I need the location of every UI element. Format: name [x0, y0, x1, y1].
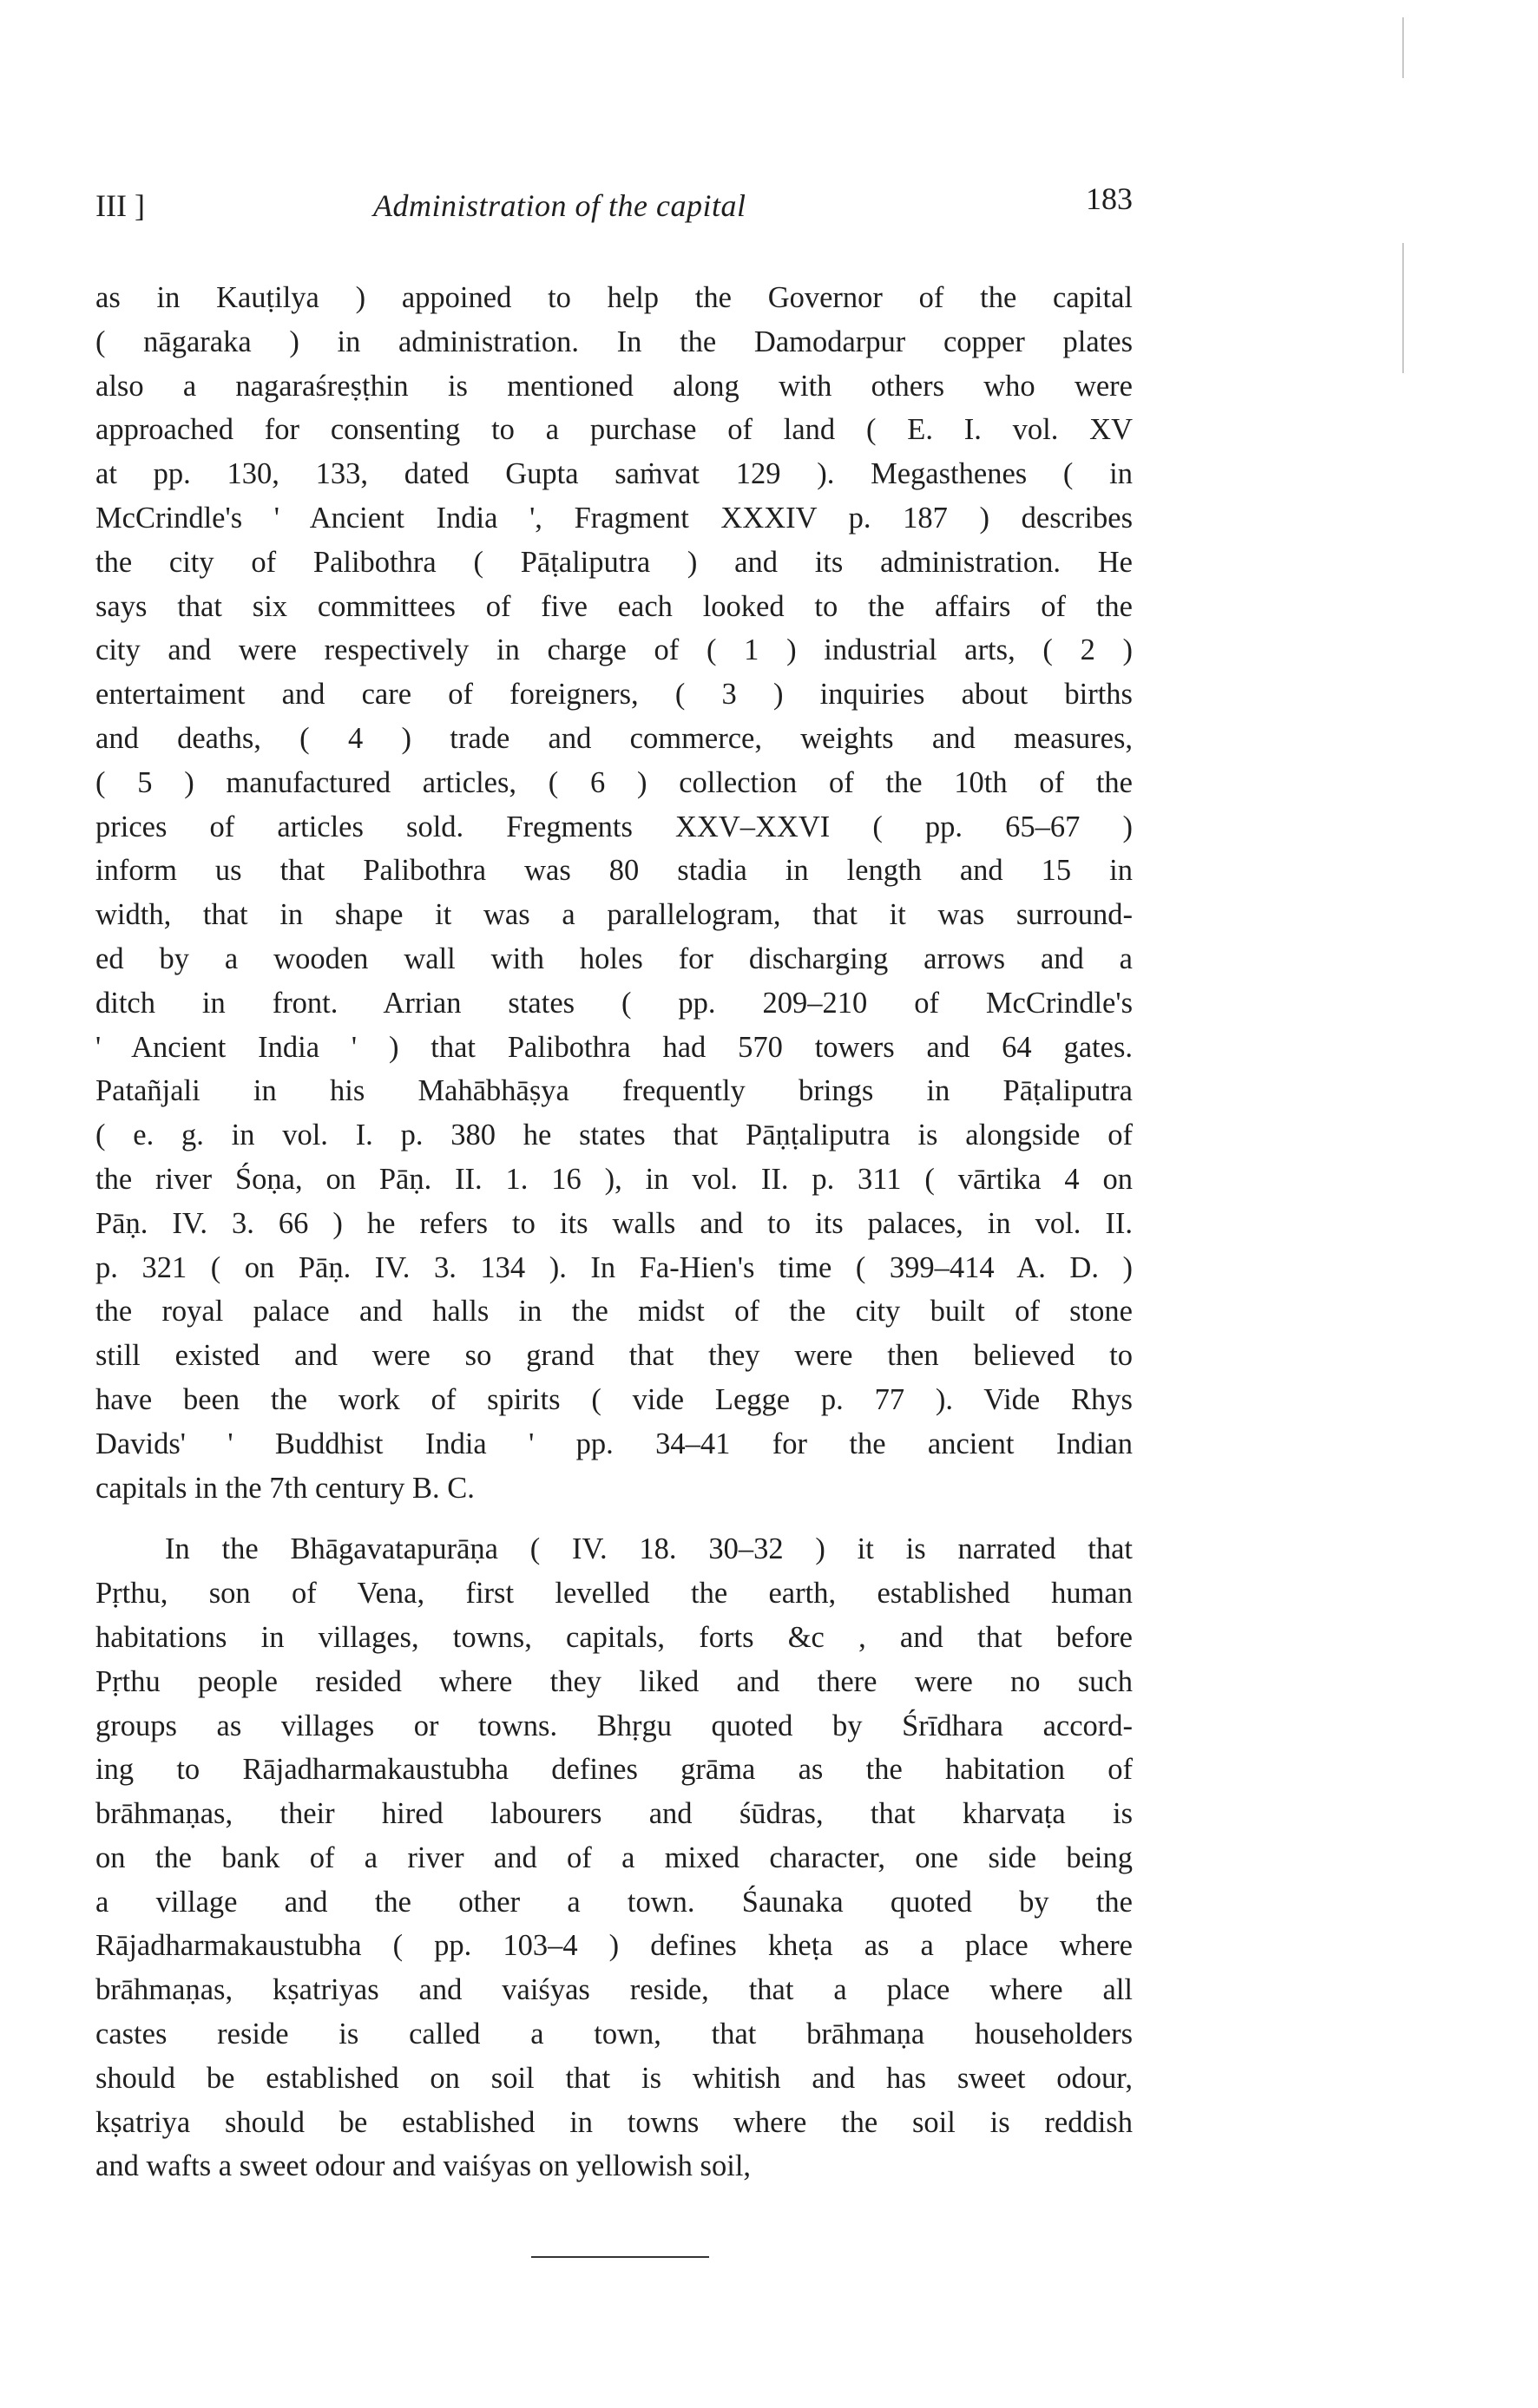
text-line: capitals in the 7th century B. C.: [95, 1471, 475, 1505]
running-title: Administration of the capital: [373, 188, 746, 223]
text-line: on the bank of a river and of a mixed character, one side being: [95, 1840, 1133, 1874]
text-line: ing to Rājadharmakaustubha defines grāma as the habitation of: [95, 1753, 1133, 1787]
text-line: Pṛthu, son of Vena, first levelled the earth, established human: [95, 1577, 1133, 1611]
text-line: entertaiment and care of foreigners, ( 3 ) inquiries about births: [95, 678, 1133, 712]
text-line: ( e. g. in vol. I. p. 380 he states that Pāṇṭaliputra is alongside of: [95, 1119, 1133, 1152]
text-line: brāhmaṇas, their hired labourers and śūdras, that kharvaṭa is: [95, 1797, 1133, 1831]
text-line: Pāṇ. IV. 3. 66 ) he refers to its walls and to its palaces, in vol. II.: [95, 1206, 1133, 1240]
text-line: width, that in shape it was a parallelogram, that it was surround-: [95, 898, 1133, 932]
text-line: the river Śoṇa, on Pāṇ. II. 1. 16 ), in vol. II. p. 311 ( vārtika 4 on: [95, 1162, 1133, 1196]
text-line: the royal palace and halls in the midst of the city built of stone: [95, 1295, 1133, 1329]
text-line: ' Ancient India ' ) that Palibothra had 570 towers and 64 gates.: [95, 1030, 1133, 1064]
text-line: as in Kauṭilya ) appoined to help the Governor of the capital: [95, 281, 1133, 314]
text-line: Pṛthu people resided where they liked and there were no such: [95, 1664, 1133, 1698]
text-line: and deaths, ( 4 ) trade and commerce, weights and measures,: [95, 721, 1133, 755]
text-line: ( 5 ) manufactured articles, ( 6 ) collection of the 10th of the: [95, 765, 1133, 799]
paragraph-gap: [95, 1510, 1133, 1527]
text-line: still existed and were so grand that they were then believed to: [95, 1339, 1133, 1373]
text-line: McCrindle's ' Ancient India ', Fragment XXXIV p. 187 ) describes: [95, 501, 1133, 535]
text-line: should be established on soil that is whitish and has sweet odour,: [95, 2061, 1133, 2095]
text-line: have been the work of spirits ( vide Legge p. 77 ). Vide Rhys: [95, 1382, 1133, 1416]
text-line: also a nagaraśreṣṭhin is mentioned along with others who were: [95, 369, 1133, 403]
text-line: Davids' ' Buddhist India ' pp. 34–41 for the ancient Indian: [95, 1427, 1133, 1460]
running-header: [95, 180, 1133, 233]
paragraph: [95, 276, 1133, 1510]
text-line: prices of articles sold. Fregments XXV–XXVI ( pp. 65–67 ): [95, 810, 1133, 843]
text-line: p. 321 ( on Pāṇ. IV. 3. 134 ). In Fa-Hien's time ( 399–414 A. D. ): [95, 1250, 1133, 1284]
text-line: inform us that Palibothra was 80 stadia in length and 15 in: [95, 854, 1133, 888]
text-line: ditch in front. Arrian states ( pp. 209–210 of McCrindle's: [95, 986, 1133, 1020]
paragraph: [95, 1527, 1133, 2188]
text-line: Rājadharmakaustubha ( pp. 103–4 ) defines kheṭa as a place where: [95, 1929, 1133, 1963]
text-line: city and were respectively in charge of ( 1 ) industrial arts, ( 2 ): [95, 633, 1133, 667]
text-line: at pp. 130, 133, dated Gupta saṁvat 129 ). Megasthenes ( in: [95, 457, 1133, 491]
text-line: kṣatriya should be established in towns where the soil is reddish: [95, 2105, 1133, 2139]
text-line: ( nāgaraka ) in administration. In the Damodarpur copper plates: [95, 325, 1133, 358]
text-line: says that six committees of five each looked to the affairs of the: [95, 589, 1133, 623]
text-line: and wafts a sweet odour and vaiśyas on yellowish soil,: [95, 2149, 752, 2183]
text-line: habitations in villages, towns, capitals, forts &c , and that before: [95, 1620, 1133, 1654]
chapter-number: III ]: [95, 188, 145, 223]
text-line: brāhmaṇas, kṣatriyas and vaiśyas reside, that a place where all: [95, 1973, 1133, 2007]
text-line: Patañjali in his Mahābhāṣya frequently brings in Pāṭaliputra: [95, 1074, 1133, 1108]
section-end-rule: [531, 2256, 709, 2258]
text-line: ed by a wooden wall with holes for discharging arrows and a: [95, 942, 1133, 975]
text-line: castes reside is called a town, that brāhmaṇa householders: [95, 2018, 1133, 2051]
text-line: groups as villages or towns. Bhṛgu quoted by Śrīdhara accord-: [95, 1709, 1133, 1742]
text-line: a village and the other a town. Śaunaka quoted by the: [95, 1885, 1133, 1919]
text-line: approached for consenting to a purchase of land ( E. I. vol. XV: [95, 413, 1133, 447]
text-line: the city of Palibothra ( Pāṭaliputra ) and its administration. He: [95, 545, 1133, 579]
body-text: [95, 276, 1133, 2188]
text-line: In the Bhāgavatapurāṇa ( IV. 18. 30–32 ) it is narrated that: [165, 1532, 1133, 1566]
page-number: 183: [1086, 181, 1133, 216]
